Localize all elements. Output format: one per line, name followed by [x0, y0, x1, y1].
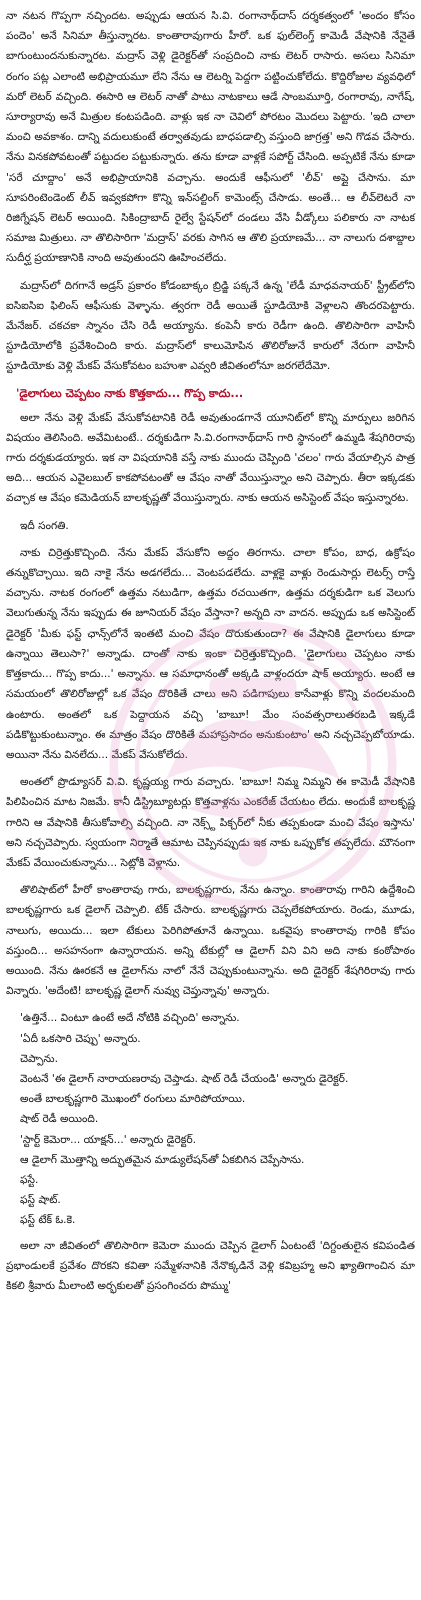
article-paragraph: అంతలో ప్రొడ్యూసర్ వి.వి. కృష్ణయ్య గారు వచ్చారు. 'బాబూ! నిమ్మ నిమ్మని ఈ కామెడీ వేషానికి పిలిపించిన మాట నిజమే. కానీ డిస్ట్రిబ్యూటర్లు కొత్తవాళ్లను ఎంకరేజ్ చేయటం లేదు. అందుకే బాలకృష్ణ గారిని ఆ వేషానికి తీసుకోవాల్సి వచ్చింది. నా నెక్స్ట్ పిక్చర్‌లో నీకు తప్పకుండా మంచి వేషం ఇస్తాను' అని నచ్చచెప్పారు. స్వయంగా నిర్మాతే ఆమాట చెప్పినప్పుడు ఇక నాకు ఒప్పుకోక తప్పలేదు. మౌనంగా మేకప్ వేయించుకున్నాను... సెట్లోకి వెళ్లాను.: [6, 776, 415, 869]
article-body: [6, 6, 415, 1296]
article-paragraph: నాకు చిర్రెత్తుకొచ్చింది. నేను మేకప్ వేసుకోని అద్దం తిరగాను. చాలా కోపం, బాధ, ఉక్రోషం తన్నుకొచ్చాయి. ఇది నాకై నేను అడగలేదు... వెంటపడలేదు. వాళ్లకై వాళ్లు రెండుసార్లు లెటర్స్ రాస్తే వచ్చాను. నాటక రంగంలో ఉత్తమ నటుడిగా, ఉత్తమ రచయితగా, ఉత్తమ దర్శకుడిగా ఒక వెలుగు వెలుగుతున్న నేను ఇప్పుడు ఈ జూనియర్ వేషం వేస్తానా? అన్నది నా వాదన. అప్పుడు ఒక అసిస్టెంట్ డైరెక్టర్ 'మీకు ఫస్ట్ ఛాన్స్‌లోనే ఇంతటి మంచి వేషం దొరుకుతుందా? ఈ వేషానికి డైలాగులు కూడా ఉన్నాయి తెలుసా?' అన్నాడు. దాంతో నాకు ఇంకా చిర్రెత్తుకొచ్చింది. 'డైలాగులు చెప్పటం నాకు కొత్తకాదు... గొప్ప కాదు...' అన్నాను. ఆ సమాధానంతో అక్కడి వాళ్లందరూ షాక్ అయ్యారు. అంటే ఆ సమయంలో తొలిరోజుల్లో ఒక వేషం దొరికితే చాలు అని పడిగాపులు కాసేవాళ్లు కొన్ని వందలమంది ఉంటారు. అంతలో ఒక పెద్దాయన వచ్చి 'బాబూ! మేం సంవత్సరాలుతరబడి ఇక్కడే పడికొట్టుకుంటున్నాం. ఈ మాత్రం వేషం దొరికితే మహాప్రసాదం అనుకుంటాం' అని నచ్చచెప్పబోయాడు. అయినా నేను వినలేదు... మేకప్ వేసుకోలేదు.: [6, 546, 415, 761]
article-paragraph: మద్రాస్‌లో దిగగానే అడ్రస్ ప్రకారం కోడంబాక్కం బ్రిడ్జి పక్కనే ఉన్న 'లేడీ మాధవనాయర్' స్ట్రీట్‌లోని ఐసిఐసిఐ ఫిలింస్ ఆఫీసుకు వెళ్ళాను. త్వరగా రెడీ అయితే స్టూడియోకి వెళ్లాలని తొందరపెట్టారు. మేనేజర్. చకచకా స్నానం చేసి రెడీ అయ్యాను. కంపెనీ కారు రెడీగా ఉంది. తొలిసారిగా వాహినీ స్టూడియోలోకి ప్రవేశించింది కారు. మద్రాస్‌లో కాలుమోపిన తొలిరోజునే కారులో నేరుగా వాహినీ స్టూడియోకు వెళ్లి మేకప్ వేసుకోవటం బహుశా ఎవ్వరి జీవితంలోనూ జరగలేదేమో.: [6, 279, 415, 373]
dialog-line: ఫస్టే.: [20, 1173, 39, 1186]
article-paragraph: నా నటన గొప్పగా నచ్చిందట. అప్పుడు ఆయన సి.వి. రంగానాథ్‌దాస్ దర్శకత్వంలో 'అందం కోసం పందెం' అనే సినిమా తీస్తున్నారట. కాంతారావుగారు హీరో. ఒక ఫుల్‌లెంగ్త్ కామెడీ వేషానికి నేనైతే బాగుంటుందనుకున్నారట. మద్రాస్ వెళ్లి డైరెక్టర్‌తో సంప్రదించి నాకు లెటర్ రాసారు. అసలు సినిమా రంగం పట్ల ఎలాంటి అభిప్రాయమూ లేని నేను ఆ లెటర్ని పెద్దగా పట్టించుకోలేదు. కొద్దిరోజుల వ్యవధిలో మరో లెటర్ వచ్చింది. ఈసారి ఆ లెటర్ నాతో పాటు నాటకాలు ఆడే సాంబమూర్తి, రంగారావు, నాగేష్, సూర్యారావు అనే మిత్రుల కంటపడింది. వాళ్లు ఇక నా చెవిలో పోరటం మొదలు పెట్టారు. 'ఇది చాలా మంచి అవకాశం. దాన్ని వదులుకుంటే తర్వాతవుడు బాధపడాల్సి వస్తుంది జాగ్రత్త' అని గొడవ చేసారు. నేను వినకపోవటంతో పట్టుదల పట్టుకున్నారు. తను కూడా వాళ్లకే సపోర్ట్ చేసింది. అప్పటికే నేను కూడా 'సరే చూద్దాం' అనే అభిప్రాయానికి వచ్చాను. అందుకే ఆఫీసులో 'లీవ్' అప్లై చేసాను. మా సూపరింటెండెంట్ లీవ్ ఇవ్వకపోగా కొన్ని ఇన్‌సల్టింగ్ కామెంట్స్ చేసాడు. అంతే... ఆ లీవ్‌లెటరే నా రిజిగ్నేషన్ లెటర్ అయింది. సికింద్రాబాద్ రైల్వే స్టేషన్‌లో దండలు వేసి వీడ్కోలు పలికారు నా నాటక సమాజ మిత్రులు. నా తొలిసారిగా 'మద్రాస్' వరకు సాగిన ఆ తొలి ప్రయాణమే... నా నాలుగు దశాబ్దాల సుదీర్ఘ ప్రయాణానికి నాంది అవుతుందని ఊహించలేదు.: [6, 10, 415, 265]
dialog-line: ఫస్ట్ షాట్.: [20, 1194, 61, 1207]
article-paragraph: ఇదీ సంగతి.: [20, 519, 69, 532]
article-paragraph: తొలిషాట్‌లో హీరో కాంతారావు గారు, బాలకృష్ణగారు, నేను ఉన్నాం. కాంతారావు గారిని ఉద్దేశించి బాలకృష్ణగారు ఒక డైలాగ్ చెప్పాలి. టేక్ చేసారు. బాలకృష్ణగారు చెప్పలేకపోయారు. రెండు, మూడు, నాలుగు, అయిదు... ఇలా టేకులు పెరిగిపోతూనే ఉన్నాయి. ఒకవైపు కాంతారావు గారికి కోపం వస్తుంది... అసహనంగా ఉన్నారాయన. అన్ని టేకుల్లో ఆ డైలాగ్ విని విని అది నాకు కంఠోపాఠం అయింది. నేను ఊరకనే ఆ డైలాగ్‌ను నాలో నేనే చెప్పుకుంటున్నాను. అది డైరెక్టర్ శేషగిరిరావు గారు విన్నారు. 'అదేంటి! బాలకృష్ణ డైలాగ్ నువ్వు చెప్తున్నావు' అన్నారు.: [6, 884, 415, 998]
article-paragraph: అలా నేను వెళ్లి మేకప్ వేసుకోవటానికి రెడీ అవుతుండగానే యూనిట్‌లో కొన్ని మార్పులు జరిగిన విషయం తెలిసింది. అవేమిటంటే.. దర్శకుడిగా సి.వి.రంగానాథ్‌దాస్ గారి స్థానంలో ఉమ్మడి శేషగిరిరావు గారు దర్శకుడయ్యారు. ఇక నా విషయానికి వస్తే నాకు ముందు చెప్పింది 'చలం' గారు వేయాల్సిన పాత్ర అది... ఆయన ఎవైలబుల్ కాకపోవటంతో ఆ వేషం నాతో వేయిస్తున్నాం అని చెప్పారు. తీరా ఇక్కడకు వచ్చాక ఆ వేషం కమెడియన్ బాలకృష్ణతో వేయిస్తున్నారు. నాకు ఆయన అసిస్టెంట్ వేషం ఇస్తున్నారట.: [6, 411, 415, 505]
dialog-line: 'ఉత్తినే... వింటూ ఉంటే అదే నోటికి వచ్చింది' అన్నాను.: [20, 1012, 240, 1025]
dialog-line: షాట్ రెడీ అయింది.: [20, 1113, 99, 1126]
dialog-line: ఆ డైలాగ్ మొత్తాన్ని అద్భుతమైన మాడ్యులేషన్‌తో ఏకబిగిన చెప్పేసాను.: [20, 1153, 305, 1166]
dialog-line: చెప్పాను.: [20, 1052, 58, 1065]
article-paragraph: అలా నా జీవితంలో తొలిసారిగా కెమెరా ముందు చెప్పిన డైలాగ్ ఏంటంటే 'దిగ్దంతులైన కవిపండిత ప్రభాండులకే ప్రవేశం దొరకని కవితా సమ్మేళనానికి నేనొక్కడినే వెళ్లి కవిబ్రహ్మ అని ఖ్యాతిగాంచిన మా కికలి శ్రీవారు మీలాంటి అర్భకులతో ప్రసంగించరు పొమ్ము': [6, 1239, 415, 1292]
dialog-line: 'స్టార్ట్ కెమెరా... యాక్షన్...' అన్నారు డైరెక్టర్.: [20, 1133, 196, 1146]
dialog-line: వెంటనే 'ఈ డైలాగ్ నారాయణరావు చెప్తాడు. షాట్ రెడీ చేయండి' అన్నారు డైరెక్టర్.: [20, 1072, 349, 1085]
dialog-line: అంతే బాలకృష్ణగారి మొఖంలో రంగులు మారిపోయాయి.: [20, 1093, 246, 1106]
dialog-line: 'ఏదీ ఒకసారి చెప్పు' అన్నారు.: [20, 1032, 141, 1045]
section-heading: 'డైలాగులు చెప్పటం నాకు కొత్తకాదు... గొప్ప కాదు...: [16, 386, 244, 400]
dialog-line: ఫస్ట్ టేక్ ఓ.కె.: [20, 1214, 76, 1227]
